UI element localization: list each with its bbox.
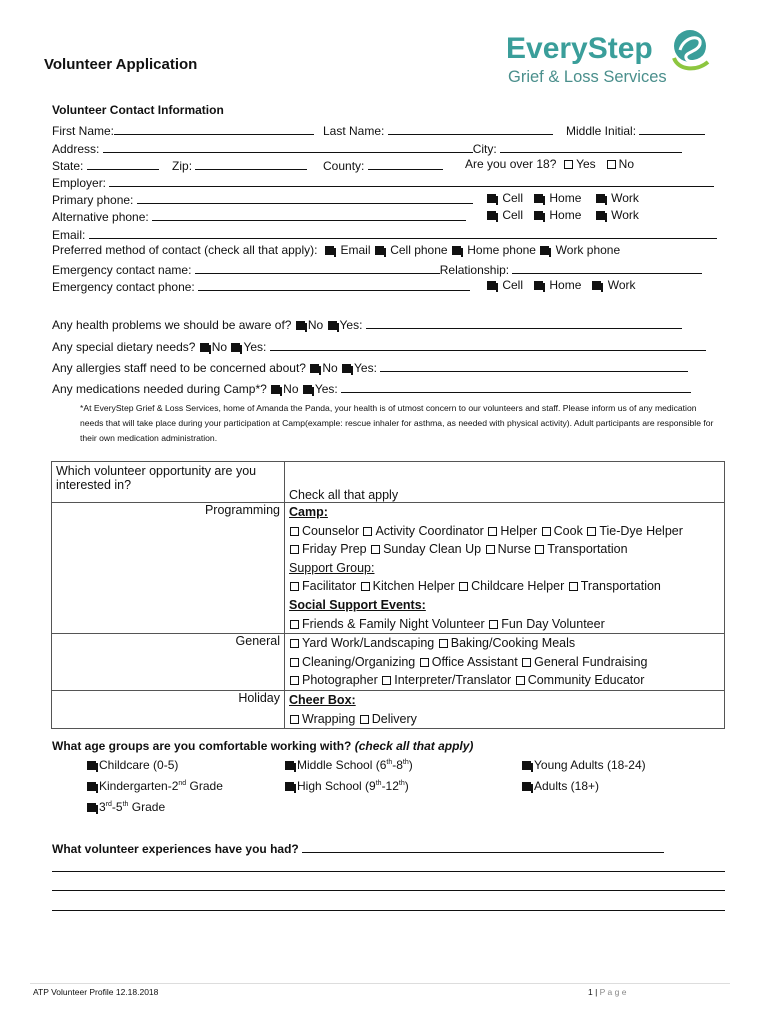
- holiday-row: [289, 710, 720, 729]
- health-q4-no-label: No: [283, 382, 299, 396]
- programming-label: Programming: [52, 503, 285, 634]
- alt-cell-checkbox[interactable]: [487, 211, 496, 220]
- opportunities-table: [51, 461, 725, 729]
- zip-label: Zip:: [172, 159, 193, 173]
- experience-question: What volunteer experiences have you had?: [52, 842, 299, 856]
- county-field[interactable]: [368, 157, 443, 170]
- young-adults-checkbox[interactable]: [522, 761, 531, 770]
- age-middle: [284, 758, 413, 773]
- middle-mid: -8: [392, 758, 403, 772]
- wrapping-checkbox[interactable]: [290, 715, 299, 724]
- pref-home-checkbox[interactable]: [452, 246, 461, 255]
- childcare-label: Childcare (0-5): [99, 758, 179, 772]
- support-transportation-label: Transportation: [580, 579, 661, 594]
- first-name-row: [52, 122, 314, 139]
- counselor-label: Counselor: [302, 523, 359, 538]
- childcare-checkbox[interactable]: [87, 761, 96, 770]
- health-row-4: [52, 380, 691, 397]
- friday-prep-checkbox[interactable]: [290, 545, 299, 554]
- page-number: 1: [588, 987, 593, 997]
- email-row: [52, 226, 717, 243]
- nurse-checkbox[interactable]: [486, 545, 495, 554]
- emergency-home-checkbox[interactable]: [534, 281, 543, 290]
- experience-field[interactable]: [302, 840, 664, 853]
- high-sup-1: th: [375, 780, 382, 787]
- middle-school-checkbox[interactable]: [285, 761, 294, 770]
- photographer-label: Photographer: [302, 673, 378, 688]
- emergency-name-label: Emergency contact name:: [52, 263, 192, 277]
- health-q2-label: Any special dietary needs?: [52, 340, 196, 354]
- community-educator-checkbox[interactable]: [516, 676, 525, 685]
- general-row-2: [289, 653, 720, 672]
- nurse-label: Nurse: [497, 542, 531, 557]
- kitchen-helper-label: Kitchen Helper: [372, 579, 455, 594]
- alt-home-label: Home: [549, 208, 582, 222]
- camp-row-1: [289, 522, 720, 541]
- emergency-phone-label: Emergency contact phone:: [52, 280, 195, 294]
- age-childcare: [86, 758, 178, 773]
- high-label: High School (9: [297, 779, 376, 793]
- general-row-3: [289, 671, 720, 690]
- helper-checkbox[interactable]: [488, 527, 497, 536]
- experience-line-3[interactable]: [52, 910, 725, 911]
- primary-cell-checkbox[interactable]: [487, 194, 496, 203]
- cook-label: Cook: [553, 523, 583, 538]
- holiday-options: [285, 690, 725, 728]
- third-sup-1: rd: [105, 801, 112, 808]
- programming-options: [285, 503, 725, 634]
- age-kinder: [86, 779, 223, 794]
- relationship-label: Relationship:: [439, 263, 510, 277]
- friends-family-checkbox[interactable]: [290, 620, 299, 629]
- high-end: ): [404, 779, 409, 793]
- page-word: P a g e: [599, 987, 627, 997]
- interpreter-checkbox[interactable]: [382, 676, 391, 685]
- state-field[interactable]: [87, 157, 159, 170]
- first-name-field[interactable]: [114, 122, 314, 135]
- preferred-row: [52, 243, 620, 258]
- middle-sup-1: th: [386, 759, 393, 766]
- support-row: [289, 577, 720, 596]
- pref-email-checkbox[interactable]: [325, 246, 334, 255]
- primary-work-checkbox[interactable]: [596, 194, 605, 203]
- office-assistant-label: Office Assistant: [431, 654, 518, 669]
- footer-page: [588, 987, 626, 997]
- facilitator-label: Facilitator: [302, 579, 357, 594]
- activity-coordinator-label: Activity Coordinator: [375, 523, 484, 538]
- over18-label: Are you over 18?: [465, 157, 557, 171]
- third-mid: -5: [111, 800, 123, 814]
- general-label: General: [52, 634, 285, 691]
- fun-day-checkbox[interactable]: [489, 620, 498, 629]
- middle-initial-field[interactable]: [639, 122, 705, 135]
- community-educator-label: Community Educator: [527, 673, 645, 688]
- fundraising-checkbox[interactable]: [522, 658, 531, 667]
- emergency-phone-row: [52, 278, 470, 295]
- health-q2-no-label: No: [211, 340, 228, 354]
- kinder-label: Kindergarten-2: [99, 779, 179, 793]
- age-high: [284, 779, 409, 794]
- health-q1-no-checkbox[interactable]: [296, 321, 305, 330]
- cook-checkbox[interactable]: [542, 527, 551, 536]
- interpreter-label: Interpreter/Translator: [394, 673, 512, 688]
- emergency-name-field[interactable]: [195, 261, 440, 274]
- cleaning-label: Cleaning/Organizing: [302, 654, 416, 669]
- camp-row-2: [289, 540, 720, 559]
- emergency-cell-label: Cell: [502, 278, 524, 292]
- health-q1-field[interactable]: [366, 316, 682, 329]
- health-q1-label: Any health problems we should be aware of?: [52, 318, 292, 332]
- city-label: City:: [472, 142, 497, 156]
- experience-row: [52, 840, 664, 857]
- health-q2-yes-label: Yes:: [243, 340, 267, 354]
- third-label: 3: [99, 800, 106, 814]
- adults-label: Adults (18+): [534, 779, 600, 793]
- age-young-adults: [521, 758, 646, 773]
- wrapping-label: Wrapping: [302, 711, 356, 726]
- over18-no-label: No: [618, 157, 634, 171]
- health-q4-label: Any medications needed during Camp*?: [52, 382, 267, 396]
- health-q3-yes-label: Yes:: [354, 361, 377, 375]
- kitchen-helper-checkbox[interactable]: [361, 582, 370, 591]
- primary-home-checkbox[interactable]: [534, 194, 543, 203]
- health-q3-no-checkbox[interactable]: [310, 364, 319, 373]
- alt-phone-field[interactable]: [152, 208, 466, 221]
- alt-phone-label: Alternative phone:: [52, 210, 149, 224]
- tie-dye-label: Tie-Dye Helper: [599, 523, 683, 538]
- support-group-heading: Support Group:: [289, 560, 375, 575]
- high-mid: -12: [381, 779, 399, 793]
- health-row-3: [52, 359, 688, 376]
- camp-heading: Camp:: [289, 505, 328, 519]
- holiday-label: Holiday: [52, 690, 285, 728]
- preferred-label: Preferred method of contact (check all that apply):: [52, 243, 318, 257]
- employer-row: [52, 174, 714, 191]
- baking-label: Baking/Cooking Meals: [450, 636, 576, 651]
- over18-yes-label: Yes: [576, 157, 596, 171]
- activity-coordinator-checkbox[interactable]: [363, 527, 372, 536]
- kinder-end: Grade: [186, 779, 223, 793]
- over18-row: [465, 157, 634, 172]
- health-row-1: [52, 316, 682, 333]
- helper-label: Helper: [500, 523, 538, 538]
- health-q4-no-checkbox[interactable]: [271, 385, 280, 394]
- health-q3-yes-checkbox[interactable]: [342, 364, 351, 373]
- yard-work-label: Yard Work/Landscaping: [302, 636, 435, 651]
- pref-work-label: Work phone: [555, 243, 621, 257]
- first-name-label: First Name:: [52, 124, 115, 138]
- middle-initial-row: [566, 122, 705, 139]
- over18-yes-checkbox[interactable]: [564, 160, 573, 169]
- logo-name: EveryStep: [506, 32, 653, 65]
- city-field[interactable]: [500, 140, 682, 153]
- emergency-cell-checkbox[interactable]: [487, 281, 496, 290]
- employer-field[interactable]: [109, 174, 714, 187]
- health-q4-yes-checkbox[interactable]: [303, 385, 312, 394]
- employer-label: Employer:: [52, 176, 107, 190]
- everystep-logo: [504, 28, 714, 90]
- county-label: County:: [323, 159, 365, 173]
- social-row: [289, 615, 720, 634]
- general-options: [285, 634, 725, 691]
- fundraising-label: General Fundraising: [534, 654, 648, 669]
- social-heading: Social Support Events:: [289, 597, 426, 612]
- emergency-work-label: Work: [607, 278, 636, 292]
- pref-cell-checkbox[interactable]: [375, 246, 384, 255]
- emergency-phone-type: [486, 278, 636, 293]
- alt-cell-label: Cell: [502, 208, 524, 222]
- yard-work-checkbox[interactable]: [290, 639, 299, 648]
- experience-line-2[interactable]: [52, 890, 725, 891]
- health-q3-field[interactable]: [380, 359, 688, 372]
- county-row: [323, 157, 443, 174]
- over18-no-checkbox[interactable]: [607, 160, 616, 169]
- health-q1-yes-checkbox[interactable]: [328, 321, 337, 330]
- alt-home-checkbox[interactable]: [534, 211, 543, 220]
- health-q2-field[interactable]: [270, 338, 706, 351]
- ages-question-row: [52, 739, 473, 754]
- health-q1-no-label: No: [307, 318, 324, 332]
- health-row-2: [52, 338, 706, 355]
- tie-dye-checkbox[interactable]: [587, 527, 596, 536]
- third-sup-2: th: [122, 801, 129, 808]
- alt-phone-row: [52, 208, 466, 225]
- delivery-label: Delivery: [371, 711, 417, 726]
- state-row: [52, 157, 307, 174]
- camp-transportation-label: Transportation: [547, 542, 628, 557]
- pref-email-label: Email: [340, 243, 371, 257]
- ages-question: What age groups are you comfortable working with?: [52, 739, 352, 753]
- health-q2-yes-checkbox[interactable]: [231, 343, 240, 352]
- footer-left: ATP Volunteer Profile 12.18.2018: [33, 987, 159, 997]
- kinder-sup: nd: [178, 780, 187, 787]
- third-grade-checkbox[interactable]: [87, 803, 96, 812]
- kinder-checkbox[interactable]: [87, 782, 96, 791]
- middle-sup-2: th: [402, 759, 409, 766]
- age-third: [86, 800, 165, 815]
- pref-cell-label: Cell phone: [390, 243, 448, 257]
- middle-end: ): [408, 758, 413, 772]
- childcare-helper-checkbox[interactable]: [459, 582, 468, 591]
- page-separator: |: [592, 987, 600, 997]
- email-field[interactable]: [89, 226, 717, 239]
- primary-work-label: Work: [611, 191, 639, 205]
- footer-divider: [30, 983, 730, 984]
- middle-label: Middle School (6: [297, 758, 387, 772]
- health-q3-no-label: No: [322, 361, 338, 375]
- ages-note: (check all that apply): [354, 739, 474, 753]
- address-label: Address:: [52, 142, 100, 156]
- health-q2-no-checkbox[interactable]: [200, 343, 209, 352]
- friday-prep-label: Friday Prep: [302, 542, 367, 557]
- pref-work-checkbox[interactable]: [540, 246, 549, 255]
- photographer-checkbox[interactable]: [290, 676, 299, 685]
- counselor-checkbox[interactable]: [290, 527, 299, 536]
- sunday-cleanup-label: Sunday Clean Up: [383, 542, 482, 557]
- childcare-helper-label: Childcare Helper: [471, 579, 565, 594]
- third-end: Grade: [128, 800, 166, 814]
- primary-home-label: Home: [549, 191, 582, 205]
- page-title: Volunteer Application: [44, 56, 198, 73]
- address-field[interactable]: [103, 140, 473, 153]
- delivery-checkbox[interactable]: [360, 715, 369, 724]
- fun-day-label: Fun Day Volunteer: [501, 616, 605, 631]
- primary-phone-field[interactable]: [137, 191, 473, 204]
- sunday-cleanup-checkbox[interactable]: [371, 545, 380, 554]
- emergency-home-label: Home: [549, 278, 582, 292]
- health-q1-yes-label: Yes:: [339, 318, 363, 332]
- emergency-work-checkbox[interactable]: [592, 281, 601, 290]
- camp-transportation-checkbox[interactable]: [535, 545, 544, 554]
- middle-initial-label: Middle Initial:: [566, 124, 637, 138]
- primary-cell-label: Cell: [502, 191, 524, 205]
- address-row: [52, 140, 682, 157]
- alt-phone-type: [486, 208, 639, 223]
- zip-field[interactable]: [195, 157, 307, 170]
- last-name-label: Last Name:: [323, 124, 385, 138]
- email-label: Email:: [52, 228, 86, 242]
- general-row-1: [289, 634, 720, 653]
- support-transportation-checkbox[interactable]: [569, 582, 578, 591]
- high-sup-2: th: [398, 780, 405, 787]
- relationship-field[interactable]: [512, 261, 702, 274]
- cheer-box-heading: Cheer Box:: [289, 692, 356, 707]
- health-q4-field[interactable]: [341, 380, 691, 393]
- primary-phone-type: [486, 191, 639, 206]
- contact-heading: Volunteer Contact Information: [52, 103, 224, 117]
- pref-home-label: Home phone: [467, 243, 536, 257]
- health-q3-label: Any allergies staff need to be concerned about?: [52, 361, 306, 375]
- emergency-name-row: [52, 261, 702, 278]
- primary-phone-row: [52, 191, 473, 208]
- high-school-checkbox[interactable]: [285, 782, 294, 791]
- experience-line-1[interactable]: [52, 871, 725, 872]
- last-name-field[interactable]: [388, 122, 553, 135]
- primary-phone-label: Primary phone:: [52, 193, 134, 207]
- baking-checkbox[interactable]: [439, 639, 448, 648]
- cleaning-checkbox[interactable]: [290, 658, 299, 667]
- young-label: Young Adults (18-24): [534, 758, 646, 772]
- facilitator-checkbox[interactable]: [290, 582, 299, 591]
- friends-family-label: Friends & Family Night Volunteer: [302, 616, 485, 631]
- last-name-row: [323, 122, 553, 139]
- state-label: State:: [52, 159, 84, 173]
- adults-checkbox[interactable]: [522, 782, 531, 791]
- age-adults: [521, 779, 599, 794]
- office-assistant-checkbox[interactable]: [420, 658, 429, 667]
- emergency-phone-field[interactable]: [198, 278, 470, 291]
- alt-work-label: Work: [611, 208, 639, 222]
- alt-work-checkbox[interactable]: [596, 211, 605, 220]
- health-note: *At EveryStep Grief & Loss Services, home of Amanda the Panda, your health is of utmost concern to our volunteers and staff. Please inform us of any medication needs that will take place during your participation at Camp(example: rescue inhaler for asthma, as needed with physical activity). Adult participants are responsible for their own medication administration.: [80, 403, 714, 443]
- check-all-label: Check all that apply: [285, 462, 725, 503]
- health-q4-yes-label: Yes:: [314, 382, 338, 396]
- opportunity-question: Which volunteer opportunity are you interested in?: [52, 462, 285, 503]
- logo-tagline: Grief & Loss Services: [508, 68, 667, 86]
